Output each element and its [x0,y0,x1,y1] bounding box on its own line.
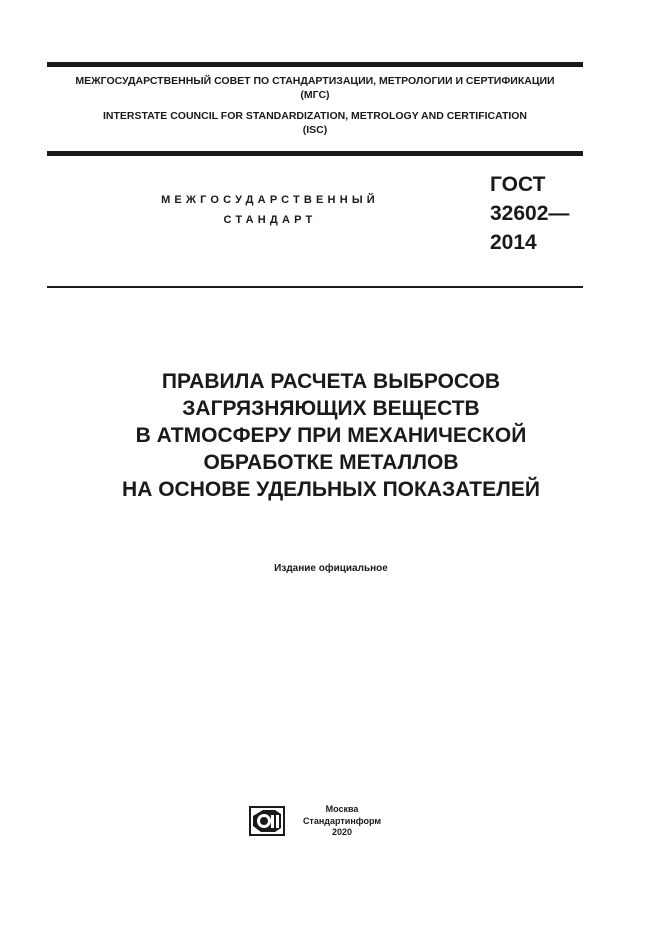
publisher-city: Москва [325,804,359,814]
document-title [47,368,615,503]
publisher-info [302,804,382,839]
title-block-rule [47,286,583,288]
gost-label: ГОСТ [490,173,546,196]
publisher-name: Стандартинформ [302,815,382,826]
edition-label: Издание официальное [274,563,388,574]
council-abbr-ru: (МГС) [300,89,330,101]
gost-code: 32602— [490,202,570,225]
gost-year: 2014 [490,231,537,254]
title-line: ЗАГРЯЗНЯЮЩИХ ВЕЩЕСТВ [182,397,480,420]
standartinform-logo-icon [249,806,285,836]
gost-number [490,170,569,257]
top-rule [47,62,583,67]
title-line: В АТМОСФЕРУ ПРИ МЕХАНИЧЕСКОЙ [135,424,527,447]
council-abbr-en: (ISC) [302,124,328,136]
title-line: ОБРАБОТКЕ МЕТАЛЛОВ [203,451,459,474]
header-rule [47,151,583,156]
publisher-year: 2020 [331,827,353,837]
title-line: ПРАВИЛА РАСЧЕТА ВЫБРОСОВ [161,370,501,393]
title-line: НА ОСНОВЕ УДЕЛЬНЫХ ПОКАЗАТЕЛЕЙ [122,478,540,501]
council-name-en: INTERSTATE COUNCIL FOR STANDARDIZATION, METROLOGY AND CERTIFICATION [102,110,528,122]
standard-kind [130,190,410,230]
standard-kind-line2: СТАНДАРТ [223,214,317,226]
council-header [47,74,583,137]
council-name-ru: МЕЖГОСУДАРСТВЕННЫЙ СОВЕТ ПО СТАНДАРТИЗАЦИИ, МЕТРОЛОГИИ И СЕРТИФИКАЦИИ [75,75,555,87]
standard-kind-line1: МЕЖГОСУДАРСТВЕННЫЙ [161,194,379,206]
